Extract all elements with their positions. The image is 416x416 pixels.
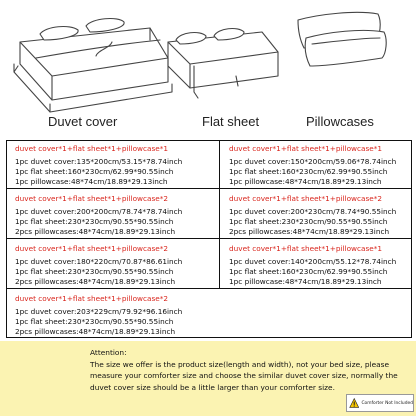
duvet-size: 1pc duvet cover:200*230cm/78.74*90.55inch — [229, 207, 397, 216]
sheet-size: 1pc flat sheet:160*230cm/62.99*90.55inch — [229, 267, 388, 276]
pillowcases-label: Pillowcases — [306, 114, 374, 129]
pillow-size: 1pc pillowcase:48*74cm/18.89*29.13inch — [15, 177, 168, 186]
duvet-size: 1pc duvet cover:140*200cm/55.12*78.74inch — [229, 257, 397, 266]
set-heading: duvet cover*1+flat sheet*1+pillowcase*1 — [15, 144, 169, 153]
comforter-not-included-badge — [346, 394, 414, 412]
pillow-size: 1pc pillowcase:48*74cm/18.89*29.13inch — [229, 177, 382, 186]
set-heading: duvet cover*1+flat sheet*1+pillowcase*2 — [15, 244, 169, 253]
attention-title: Attention: — [90, 348, 127, 357]
flat-sheet-bed-drawing — [168, 29, 278, 98]
size-option-1 — [15, 144, 182, 187]
size-table — [6, 140, 412, 338]
attention-notice — [0, 341, 416, 416]
size-option-2 — [229, 144, 396, 187]
size-option-3 — [15, 194, 182, 237]
duvet-size: 1pc duvet cover:203*229cm/79.92*96.16inch — [15, 307, 183, 316]
duvet-size: 1pc duvet cover:200*200cm/78.74*78.74inch — [15, 207, 183, 216]
sheet-size: 1pc flat sheet:230*230cm/90.55*90.55inch — [229, 217, 388, 226]
row-divider — [7, 188, 411, 189]
duvet-cover-label: Duvet cover — [48, 114, 118, 129]
sheet-size: 1pc flat sheet:160*230cm/62.99*90.55inch — [229, 167, 388, 176]
attention-line: The size we offer is the product size(length and width), not your bed size, please — [90, 359, 390, 369]
duvet-size: 1pc duvet cover:180*220cm/70.87*86.61inch — [15, 257, 183, 266]
pillow-size: 2pcs pillowcases:48*74cm/18.89*29.13inch — [15, 277, 176, 286]
row-divider — [7, 238, 411, 239]
set-heading: duvet cover*1+flat sheet*1+pillowcase*2 — [229, 194, 383, 203]
size-option-6 — [229, 244, 396, 287]
warning-label: Comforter Not Included — [361, 400, 413, 406]
duvet-size: 1pc duvet cover:135*200cm/53.15*78.74inch — [15, 157, 183, 166]
set-heading: duvet cover*1+flat sheet*1+pillowcase*1 — [229, 244, 383, 253]
sheet-size: 1pc flat sheet:230*230cm/90.55*90.55inch — [15, 217, 174, 226]
duvet-size: 1pc duvet cover:150*200cm/59.06*78.74inch — [229, 157, 397, 166]
set-heading: duvet cover*1+flat sheet*1+pillowcase*1 — [229, 144, 383, 153]
pillow-size: 2pcs pillowcases:48*74cm/18.89*29.13inch — [15, 327, 176, 336]
product-illustrations — [0, 0, 416, 134]
pillow-size: 2pcs pillowcases:48*74cm/18.89*29.13inch — [15, 227, 176, 236]
pillow-size: 2pcs pillowcases:48*74cm/18.89*29.13inch — [229, 227, 390, 236]
column-divider — [219, 141, 220, 289]
pillowcases-drawing — [298, 12, 386, 66]
set-heading: duvet cover*1+flat sheet*1+pillowcase*2 — [15, 294, 169, 303]
sheet-size: 1pc flat sheet:230*230cm/90.55*90.55inch — [15, 267, 174, 276]
size-option-7 — [15, 294, 182, 337]
attention-text — [90, 347, 416, 393]
attention-line: measure your comforter size and choose the similar duvet cover size, normally the — [90, 371, 398, 381]
set-heading: duvet cover*1+flat sheet*1+pillowcase*2 — [15, 194, 169, 203]
sheet-size: 1pc flat sheet:230*230cm/90.55*90.55inch — [15, 317, 174, 326]
warning-icon — [349, 396, 359, 410]
pillow-size: 1pc pillowcase:48*74cm/18.89*29.13inch — [229, 277, 382, 286]
row-divider — [7, 288, 411, 289]
flat-sheet-label: Flat sheet — [202, 114, 260, 129]
size-option-5 — [15, 244, 182, 287]
duvet-bed-drawing — [14, 19, 172, 112]
sheet-size: 1pc flat sheet:160*230cm/62.99*90.55inch — [15, 167, 174, 176]
size-option-4 — [229, 194, 396, 237]
attention-line: duvet cover size should be a little larger than your comforter size. — [90, 382, 335, 392]
